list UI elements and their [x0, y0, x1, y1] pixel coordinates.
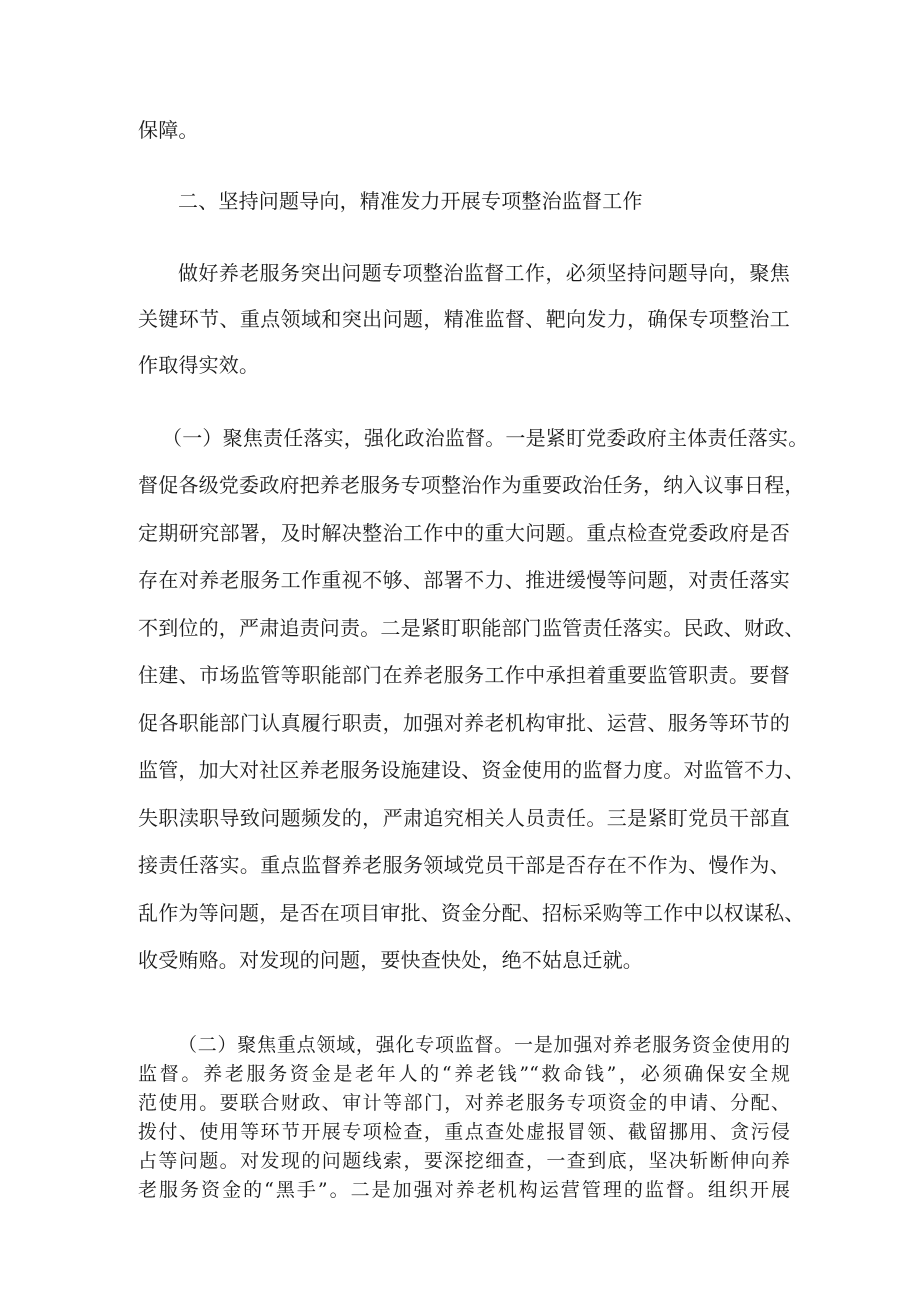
text-line: 收受贿赂。对发现的问题，要快查快处，绝不姑息迁就。 — [138, 948, 643, 972]
text-line: 关键环节、重点领域和突出问题，精准监督、靶向发力，确保专项整治工 — [138, 307, 790, 331]
text-line: 占等问题。对发现的问题线索，要深挖细查，一查到底，坚决斩断伸向养 — [138, 1150, 790, 1172]
text-line: 拨付、使用等环节开展专项检查，重点查处虚报冒领、截留挪用、贪污侵 — [138, 1121, 790, 1143]
text-line: 督促各级党委政府把养老服务专项整治作为重要政治任务，纳入议事日程， — [138, 473, 805, 497]
text-line: 做好养老服务突出问题专项整治监督工作，必须坚持问题导向，聚焦 — [178, 261, 790, 285]
text-line: 失职渎职导致问题频发的，严肃追究相关人员责任。三是紧盯党员干部直 — [138, 806, 790, 830]
text-line: 监管，加大对社区养老服务设施建设、资金使用的监督力度。对监管不力、 — [138, 758, 805, 782]
text-line: 保障。 — [138, 118, 199, 142]
text-line: 不到位的，严肃追责问责。二是紧盯职能部门监管责任落实。民政、财政、 — [138, 616, 805, 640]
section-heading: 二、坚持问题导向，精准发力开展专项整治监督工作 — [178, 189, 643, 213]
text-line: （二）聚焦重点领域，强化专项监督。一是加强对养老服务资金使用的 — [178, 1034, 790, 1056]
text-line: 老服务资金的“黑手”。二是加强对养老机构运营管理的监督。组织开展 — [138, 1179, 790, 1201]
text-line: （一）聚焦责任落实，强化政治监督。一是紧盯党委政府主体责任落实。 — [162, 426, 809, 450]
text-line: 监督。养老服务资金是老年人的“养老钱”“救命钱”，必须确保安全规 — [138, 1063, 790, 1085]
text-line: 乱作为等问题，是否在项目审批、资金分配、招标采购等工作中以权谋私、 — [138, 901, 805, 925]
text-line: 存在对养老服务工作重视不够、部署不力、推进缓慢等问题，对责任落实 — [138, 568, 790, 592]
text-line: 范使用。要联合财政、审计等部门，对养老服务专项资金的申请、分配、 — [138, 1092, 790, 1114]
text-line: 促各职能部门认真履行职责，加强对养老机构审批、运营、服务等环节的 — [138, 711, 790, 735]
text-line: 接责任落实。重点监督养老服务领域党员干部是否存在不作为、慢作为、 — [138, 853, 790, 877]
text-line: 住建、市场监管等职能部门在养老服务工作中承担着重要监管职责。要督 — [138, 663, 790, 687]
text-line: 作取得实效。 — [138, 353, 260, 377]
text-line: 定期研究部署，及时解决整治工作中的重大问题。重点检查党委政府是否 — [138, 521, 790, 545]
